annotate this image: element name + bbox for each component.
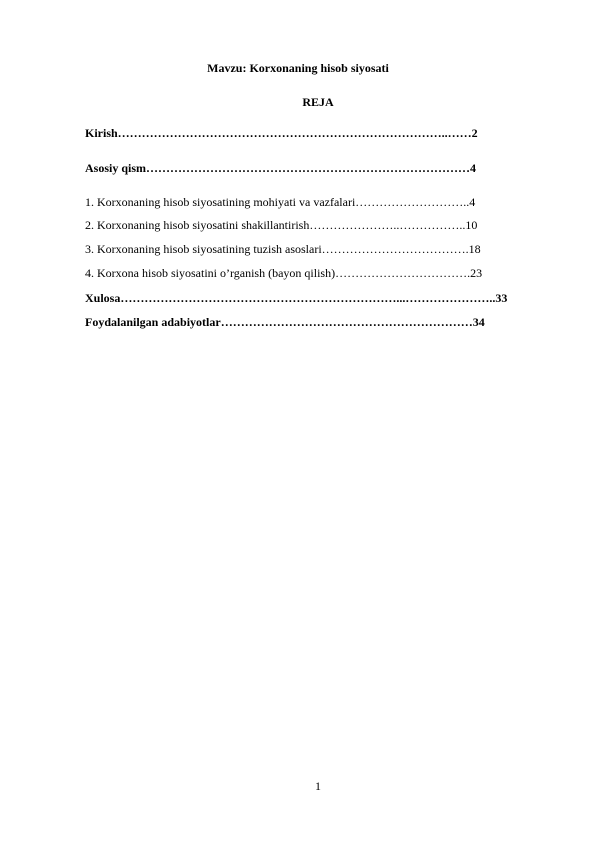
document-title: Mavzu: Korxonaning hisob siyosati (207, 61, 389, 75)
toc-entry-conclusion: Xulosa……………………………………………………………...…………………..33 (85, 291, 508, 305)
table-of-contents (85, 0, 555, 842)
page-number: 1 (315, 779, 321, 793)
document-subtitle: REJA (302, 95, 334, 109)
toc-entry-section-1: 1. Korxonaning hisob siyosatining mohiyati va vazfalari………………………..4 (85, 195, 476, 209)
toc-entry-references: Foydalanilgan adabiyotlar………………………………………………………34 (85, 315, 485, 329)
toc-entry-section-2: 2. Korxonaning hisob siyosatini shakillantirish…………………..……………..10 (85, 218, 478, 232)
toc-entry-main-part: Asosiy qism………………………………………………………………………4 (85, 161, 477, 175)
toc-entry-section-4: 4. Korxona hisob siyosatini o’rganish (bayon qilish)…………………………….23 (85, 266, 483, 280)
toc-entry-section-3: 3. Korxonaning hisob siyosatining tuzish asoslari……………………………….18 (85, 242, 481, 256)
toc-entry-introduction: Kirish………………………………………………………………………..……2 (85, 126, 478, 140)
